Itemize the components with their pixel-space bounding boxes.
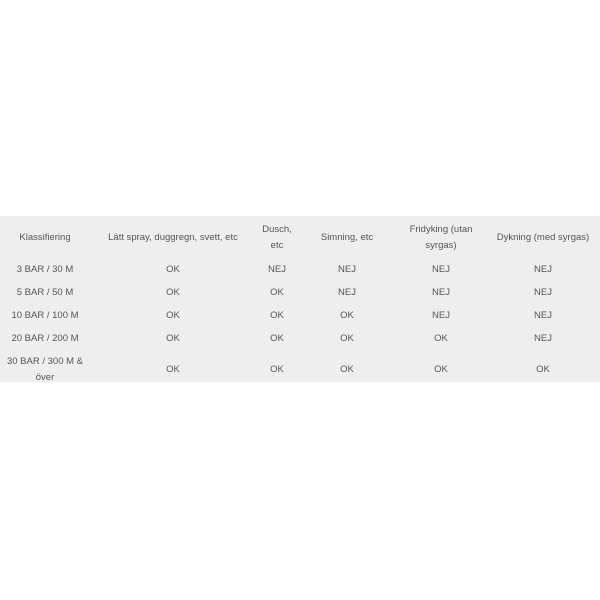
table-header-row: [0, 216, 600, 258]
table-cell: OK: [340, 309, 354, 321]
table-cell: OK: [536, 364, 550, 375]
table-cell: OK: [166, 332, 180, 344]
table-cell: NEJ: [534, 263, 552, 275]
header-light-spray: Lätt spray, duggregn, svett, etc: [108, 232, 238, 243]
row-classification: 3 BAR / 30 M: [16, 263, 74, 275]
table-cell: OK: [270, 332, 284, 344]
header-freediving: Fridyking (utan syrgas): [409, 224, 473, 251]
header-shower: Dusch, etc: [262, 224, 292, 251]
water-resistance-table: [0, 216, 600, 390]
table-row: [0, 281, 600, 304]
table-cell: NEJ: [534, 332, 552, 344]
table-cell: OK: [166, 263, 180, 275]
header-swimming: Simning, etc: [320, 232, 374, 243]
table-cell: NEJ: [432, 263, 450, 275]
row-classification: 30 BAR / 300 M & över: [6, 356, 84, 383]
row-classification: 5 BAR / 50 M: [16, 286, 74, 298]
table-cell: OK: [434, 364, 448, 375]
table-cell: NEJ: [338, 263, 356, 275]
table-cell: OK: [166, 309, 180, 321]
table-row: [0, 258, 600, 281]
table-cell: OK: [434, 332, 448, 344]
table-row: [0, 350, 600, 390]
water-resistance-table-container: [0, 216, 600, 382]
table-cell: OK: [166, 364, 180, 375]
table-row: [0, 327, 600, 350]
row-classification: 20 BAR / 200 M: [11, 332, 79, 344]
table-cell: NEJ: [534, 309, 552, 321]
table-cell: OK: [270, 309, 284, 321]
table-cell: OK: [340, 364, 354, 375]
table-cell: NEJ: [432, 309, 450, 321]
table-cell: NEJ: [432, 286, 450, 298]
table-cell: NEJ: [338, 286, 356, 298]
header-classification: Klassifiering: [19, 232, 71, 243]
header-diving: Dykning (med syrgas): [496, 232, 590, 243]
table-cell: NEJ: [534, 286, 552, 298]
table-cell: NEJ: [268, 263, 286, 275]
table-cell: OK: [340, 332, 354, 344]
table-cell: OK: [270, 286, 284, 298]
table-cell: OK: [270, 364, 284, 375]
table-row: [0, 304, 600, 327]
row-classification: 10 BAR / 100 M: [11, 309, 79, 321]
table-cell: OK: [166, 286, 180, 298]
